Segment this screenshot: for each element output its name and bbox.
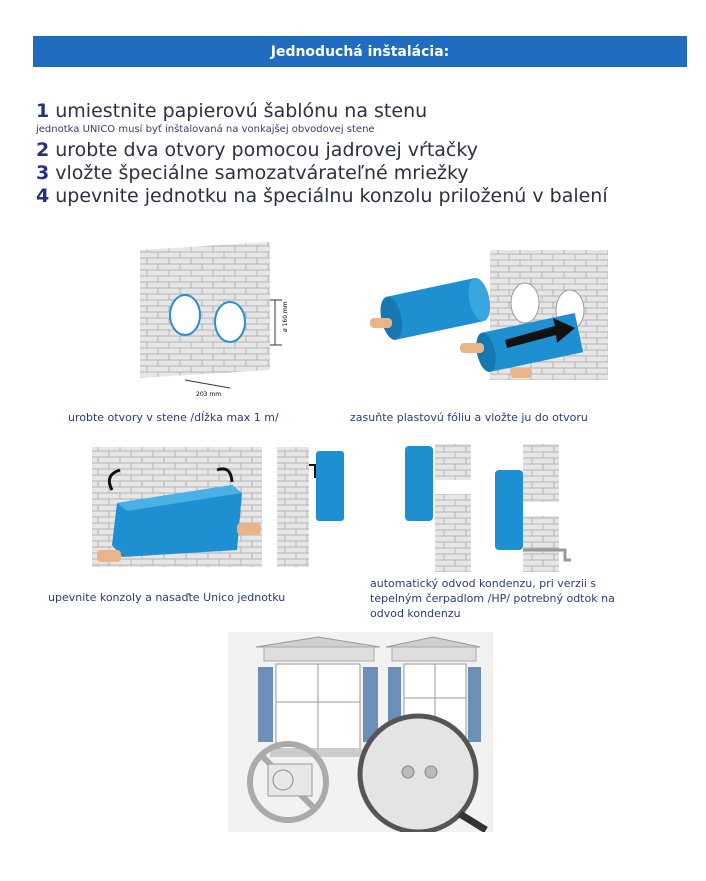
figure-drill-holes: [130, 240, 330, 400]
step-text: urobte dva otvory pomocou jadrovej vŕtačky: [55, 139, 478, 161]
step-4: [36, 185, 676, 208]
hand-icon: [97, 550, 121, 562]
step-text: umiestnite papierovú šablónu na stenu: [55, 100, 428, 122]
plastic-sleeve: [377, 276, 494, 342]
brick-wall-section: [435, 444, 471, 572]
hand-icon: [237, 523, 261, 535]
step-text: vložte špeciálne samozatvárateľné mriežky: [55, 162, 469, 184]
step-number: 4: [36, 185, 50, 207]
outdoor-unit: [268, 764, 312, 796]
wall-hole-left: [170, 295, 200, 335]
magnifier-icon: [360, 716, 476, 832]
caption-fig4: automatický odvod kondenzu, pri verzii s tepelným čerpadlom /HP/ potrebný odtok na odvod kondenzu: [370, 577, 615, 620]
step-3: [36, 162, 676, 185]
step-1: [36, 100, 676, 123]
hand-icon: [370, 318, 392, 328]
caption-fig2: zasuňte plastovú fóliu a vložte ju do otvoru: [350, 411, 588, 424]
caption-fig1: urobte otvory v stene /dĺžka max 1 m/: [68, 411, 279, 424]
step-number: 1: [36, 100, 50, 122]
brick-wall-section: [277, 447, 309, 567]
figure-insert-sleeve: [360, 248, 620, 388]
caption-fig3: upevnite konzoly a nasaďte Unico jednotku: [48, 591, 286, 604]
unico-unit-side: [495, 470, 523, 550]
steps-list: [36, 100, 676, 208]
hand-icon: [460, 343, 484, 353]
wall-grille: [402, 766, 414, 778]
header-banner: [33, 36, 687, 67]
hand-icon: [510, 368, 532, 378]
brick-wall: [140, 242, 270, 378]
step-text: upevnite jednotku na špeciálnu konzolu priloženú v balení: [55, 185, 608, 207]
figure-mount-unit: [92, 445, 357, 575]
step-number: 3: [36, 162, 50, 184]
step-2: [36, 139, 676, 162]
figure-comparison: [228, 632, 493, 832]
unico-unit-side: [316, 451, 344, 521]
install-note: jednotka UNICO musí byť inštalovaná na vonkajšej obvodovej stene: [36, 124, 375, 135]
wall-hole-right: [215, 302, 245, 342]
wall-grille: [425, 766, 437, 778]
header-title: Jednoduchá inštalácia:: [270, 43, 450, 60]
step-number: 2: [36, 139, 50, 161]
dimension-vertical: ø 160 mm: [282, 301, 289, 332]
unico-unit-side: [405, 446, 433, 521]
figure-condensate: [405, 440, 585, 575]
dimension-horizontal: 203 mm: [196, 391, 222, 398]
